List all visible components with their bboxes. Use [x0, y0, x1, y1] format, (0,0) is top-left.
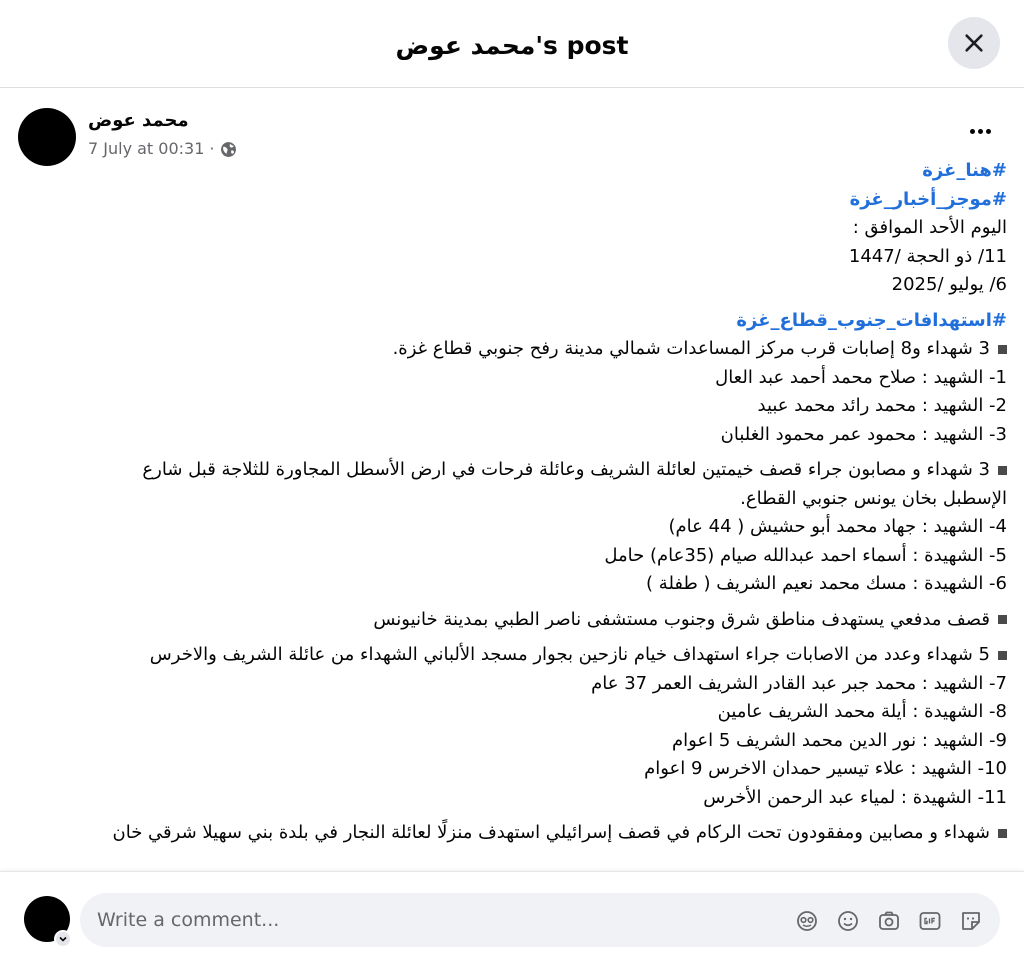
more-options-button[interactable] [960, 119, 1000, 143]
chevron-down-icon [58, 934, 68, 944]
post-line [17, 819, 1007, 848]
post-line [17, 641, 1007, 670]
profile-switch-button[interactable] [54, 930, 72, 948]
dialog-title: محمد عوض's post [395, 31, 629, 60]
post-line-text: 9- الشهيد : نور الدين محمد الشريف 5 اعوام [671, 729, 1007, 751]
post-line-text: 3 شهداء و مصابون جراء قصف خيمتين لعائلة الشريف وعائلة فرحات في ارض الأسطل المجاورة للثلاجة قبل شارع [142, 459, 990, 480]
post-line [17, 606, 1007, 635]
close-button[interactable] [948, 17, 1000, 69]
post-line [17, 570, 1007, 599]
post-line-text: 1- الشهيد : صلاح محمد أحمد عبد العال [715, 366, 1007, 388]
post [0, 89, 1024, 871]
post-line-text: #استهدافات_جنوب_قطاع_غزة [736, 309, 1007, 331]
post-line-text: 6- الشهيدة : مسك محمد نعيم الشريف ( طفلة ) [646, 573, 1007, 594]
post-line-text: 4- الشهيد : جهاد محمد أبو حشيش ( 44 عام) [668, 516, 1007, 537]
post-line [17, 485, 1007, 514]
post-line [17, 698, 1007, 727]
post-line [17, 755, 1007, 784]
sticker-icon[interactable] [958, 908, 983, 933]
avatar-sticker-icon[interactable] [794, 908, 819, 933]
post-line-text: 8- الشهيدة : أيلة محمد الشريف عامين [717, 701, 1007, 722]
hashtag-link[interactable] [17, 186, 1007, 215]
post-line-text: 7- الشهيد : محمد جبر عبد القادر الشريف العمر 37 عام [591, 672, 1007, 694]
more-dot-icon [986, 129, 991, 134]
post-timestamp[interactable]: 7 July at 00:31 [88, 139, 205, 158]
comment-composer [0, 871, 1024, 973]
hashtag-link[interactable] [17, 307, 1007, 336]
post-line [17, 784, 1007, 813]
gif-icon[interactable] [917, 908, 942, 933]
post-line-text: 5 شهداء وعدد من الاصابات جراء استهداف خيام نازحين بجوار مسجد الألباني الشهداء من عائلة الشريف والاخرس [149, 644, 990, 665]
post-line [17, 421, 1007, 450]
bullet-icon [998, 615, 1007, 624]
composer-icons [794, 908, 983, 933]
post-line [17, 513, 1007, 542]
bullet-icon [998, 829, 1007, 838]
camera-icon[interactable] [876, 908, 901, 933]
post-line-text: 10- الشهيد : علاء تيسير حمدان الاخرس 9 اعوام [644, 758, 1007, 779]
post-line-text: 3- الشهيد : محمود عمر محمود الغلبان [720, 423, 1007, 445]
bullet-icon [998, 466, 1007, 475]
author-name[interactable]: محمد عوض [88, 110, 189, 131]
more-dot-icon [970, 129, 975, 134]
paragraph-gap [17, 634, 1007, 641]
close-icon [963, 32, 985, 54]
emoji-icon[interactable] [835, 908, 860, 933]
post-line [17, 670, 1007, 699]
post-body [17, 157, 1007, 848]
post-line [17, 243, 1007, 272]
post-line-text: 3 شهداء و8 إصابات قرب مركز المساعدات شمالي مدينة رفح جنوبي قطاع غزة. [392, 338, 990, 359]
post-line [17, 727, 1007, 756]
post-line-text: 2- الشهيد : محمد رائد محمد عبيد [757, 395, 1007, 416]
post-line-text: اليوم الأحد الموافق : [852, 217, 1007, 238]
paragraph-gap [17, 812, 1007, 819]
dialog-header [0, 0, 1024, 88]
paragraph-gap [17, 599, 1007, 606]
comment-input[interactable] [80, 893, 1000, 947]
post-line-text: شهداء و مصابين ومفقودون تحت الركام في قصف إسرائيلي استهدف منزلًا لعائلة النجار في بلدة بني سهيلا شرقي خان [112, 822, 990, 843]
paragraph-gap [17, 300, 1007, 307]
post-line-text: #هنا_غزة [922, 160, 1007, 181]
hashtag-link[interactable] [17, 157, 1007, 186]
post-line-text: 6/ يوليو /2025 [891, 274, 1007, 295]
meta-separator: · [209, 139, 215, 158]
bullet-icon [998, 651, 1007, 660]
post-line-text: الإسطبل بخان يونس جنوبي القطاع. [740, 487, 1007, 509]
post-line-text: #موجز_أخبار_غزة [849, 188, 1007, 210]
post-line [17, 364, 1007, 393]
post-line [17, 542, 1007, 571]
post-line-text: 5- الشهيدة : أسماء احمد عبدالله صيام (35عام) حامل [604, 544, 1007, 566]
post-line [17, 456, 1007, 485]
more-dot-icon [978, 129, 983, 134]
post-line-text: قصف مدفعي يستهدف مناطق شرق وجنوب مستشفى ناصر الطبي بمدينة خانيونس [373, 608, 990, 630]
post-line [17, 335, 1007, 364]
post-line [17, 214, 1007, 243]
post-line-text: 11- الشهيدة : لمياء عبد الرحمن الأخرس [703, 786, 1007, 808]
paragraph-gap [17, 449, 1007, 456]
post-line [17, 271, 1007, 300]
post-line [17, 392, 1007, 421]
comment-placeholder: Write a comment... [97, 909, 280, 931]
globe-icon[interactable] [220, 141, 237, 158]
bullet-icon [998, 345, 1007, 354]
post-line-text: 11/ ذو الحجة /1447 [848, 245, 1007, 267]
